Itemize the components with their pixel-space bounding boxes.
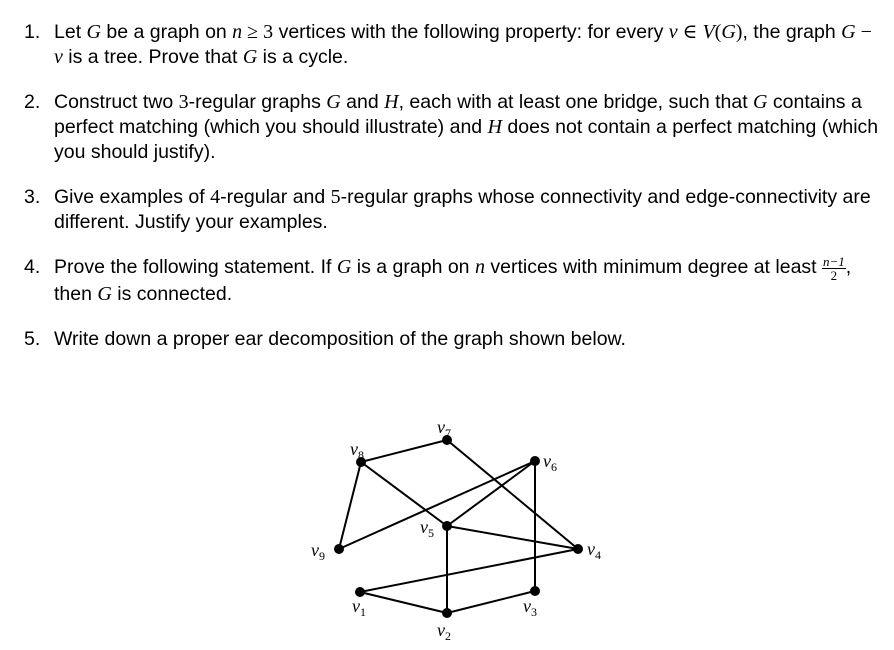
problem-number: 5. (24, 328, 41, 350)
vertex-v5 (442, 521, 452, 531)
math-symbol: v (54, 46, 63, 68)
math-symbol: ∈ (677, 21, 703, 43)
math-symbol: ( (714, 21, 722, 43)
problem-text: Write down a proper ear decomposition of the graph shown below. (54, 328, 626, 350)
edge-v5-v4 (447, 526, 578, 549)
problem-text: Prove the following statement. If (54, 256, 337, 278)
math-symbol: ) (735, 21, 743, 43)
problem-text: -regular and (220, 186, 331, 208)
problem-text: -regular graphs whose connectivity and edge-connectivity are different. Justify your examples. (54, 186, 871, 233)
problem-number: 1. (24, 21, 41, 43)
problem-number: 4. (24, 256, 41, 278)
math-symbol: V (702, 21, 715, 43)
vertex-label-v8: $v_8$ (350, 439, 364, 462)
math-symbol: G (753, 91, 768, 113)
math-symbol: G (86, 21, 101, 43)
edge-v3-v2 (447, 591, 535, 613)
math-symbol: n (232, 21, 243, 43)
problem-text: is a tree. Prove that (62, 46, 243, 68)
vertex-label-v3: $v_3$ (523, 596, 537, 619)
math-symbol: G (841, 21, 856, 43)
edge-v8-v5 (361, 462, 447, 526)
problem-text: vertices with the following property: for every (273, 21, 669, 43)
problem-text: contains a perfect matching (which you should illustrate) and (54, 91, 862, 138)
problem-text: is a cycle. (257, 46, 349, 68)
math-symbol: 5 (330, 186, 341, 208)
problem-text: is connected. (111, 283, 233, 305)
problem-text: vertices with minimum degree at least (484, 256, 822, 278)
vertex-label-v7: $v_7$ (437, 417, 451, 440)
vertex-label-v2: $v_2$ (437, 620, 451, 643)
vertex-v4 (573, 544, 583, 554)
problem-text: , each with at least one bridge, such that (398, 91, 754, 113)
vertex-v2 (442, 608, 452, 618)
vertex-label-v1: $v_1$ (352, 596, 366, 619)
math-symbol: G (326, 91, 341, 113)
math-symbol: n (474, 256, 485, 278)
problem-number: 3. (24, 186, 41, 208)
math-symbol: 3 (178, 91, 189, 113)
edge-v7-v4 (447, 440, 578, 549)
problem-text: Give examples of (54, 186, 211, 208)
edge-v8-v9 (339, 462, 361, 549)
math-symbol: ≥ 3 (242, 21, 274, 43)
math-symbol: H (487, 116, 503, 138)
vertex-label-v4: $v_4$ (587, 539, 601, 562)
edge-v1-v4 (360, 549, 578, 592)
vertex-label-v9: $v_9$ (311, 540, 325, 563)
problem-text: and (340, 91, 385, 113)
problem-text: is a graph on (351, 256, 475, 278)
problem-text: , then (54, 256, 852, 305)
fraction: $\frac{n-1}{2}$ (823, 254, 845, 283)
problem-text: -regular graphs (188, 91, 327, 113)
problem-text: be a graph on (100, 21, 233, 43)
vertex-v6 (530, 456, 540, 466)
edge-v8-v7 (361, 440, 447, 462)
vertex-label-v5: $v_5$ (420, 517, 434, 540)
math-symbol: H (384, 91, 399, 113)
math-symbol: G (97, 283, 112, 305)
vertex-v9 (334, 544, 344, 554)
math-symbol: G (336, 256, 352, 278)
problem-number: 2. (24, 91, 41, 113)
math-symbol: G (721, 21, 736, 43)
edge-v1-v2 (360, 592, 447, 613)
math-symbol: v (668, 21, 678, 43)
problem-text: does not contain a perfect matching (which you should justify). (54, 116, 879, 163)
vertex-label-v6: $v_6$ (543, 451, 557, 474)
math-symbol: G (242, 46, 258, 68)
math-symbol: − (855, 21, 872, 43)
math-symbol: 4 (210, 186, 221, 208)
problem-text: , the graph (742, 21, 842, 43)
problem-text: Let (54, 21, 87, 43)
vertex-v3 (530, 586, 540, 596)
problem-text: Construct two (54, 91, 179, 113)
